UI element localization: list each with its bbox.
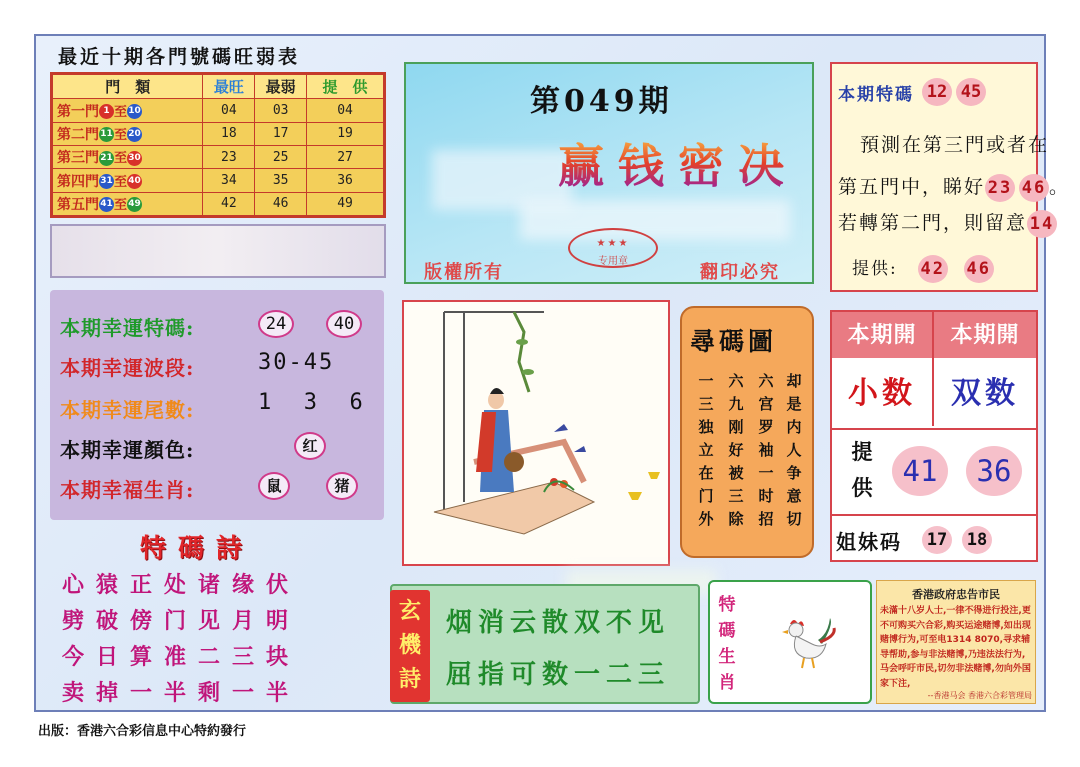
search-col: 六 宫 罗 袖 一 时 招 <box>758 372 774 528</box>
gate-cell <box>53 146 203 169</box>
open-provide-label: 提 供 <box>851 439 873 500</box>
lucky-tail-value: 1 3 6 <box>258 390 365 415</box>
table-row <box>53 192 384 215</box>
copyright-label: 版權所有 <box>424 262 504 283</box>
cold-value: 25 <box>255 146 307 169</box>
search-col: 六 九 刚 好 被 三 除 <box>728 372 744 528</box>
gate-cell <box>53 122 203 145</box>
to-label: 至 <box>114 151 128 167</box>
tema-line-2 <box>838 172 1070 202</box>
lucky-tail-label: 本期幸運尾數: <box>60 398 195 422</box>
lucky-zodiac-1: 鼠 <box>258 472 290 500</box>
hot-value: 34 <box>203 169 255 192</box>
blank-banner <box>50 224 386 278</box>
table-row <box>53 146 384 169</box>
publisher-footer: 出版：香港六合彩信息中心特約發行 <box>38 724 247 739</box>
open-value-even: 双数 <box>951 376 1019 411</box>
open-provide-ball-2: 36 <box>966 446 1022 496</box>
lucky-color-value: 红 <box>294 432 326 460</box>
gate-cell <box>53 192 203 215</box>
mystic-line-2: 屈指可数一二三 <box>446 660 671 690</box>
tema-line-1: 預測在第三門或者在 <box>860 134 1050 156</box>
lucky-color-label: 本期幸運顏色: <box>60 438 195 462</box>
hot-cold-table <box>50 72 386 218</box>
hot-value: 04 <box>203 99 255 122</box>
illustration <box>402 300 670 566</box>
col-header-category: 門 類 <box>53 75 203 99</box>
cold-value: 17 <box>255 122 307 145</box>
lucky-zodiac-2: 猪 <box>326 472 358 500</box>
to-label: 至 <box>114 174 128 190</box>
search-col: 一 三 独 立 在 门 外 <box>698 372 714 528</box>
search-chart-title: 尋碼圖 <box>690 327 778 356</box>
lucky-tema-2: 40 <box>326 310 362 338</box>
sister-ball-1: 17 <box>922 526 952 554</box>
sister-ball-2: 18 <box>962 526 992 554</box>
to-label: 至 <box>114 104 128 120</box>
open-value-small: 小数 <box>848 376 916 411</box>
mystic-poem-label: 玄 機 詩 <box>390 590 430 702</box>
ball-from: 31 <box>99 174 114 189</box>
zodiac-label: 特 碼 生 肖 <box>718 595 736 693</box>
advisory-sign: --香港马会 香港六合彩管理局 <box>927 691 1032 700</box>
lucky-panel <box>50 290 384 520</box>
gate-cell <box>53 169 203 192</box>
cold-value: 46 <box>255 192 307 215</box>
ball-from: 21 <box>99 151 114 166</box>
hot-value: 42 <box>203 192 255 215</box>
tip-value: 19 <box>307 122 384 145</box>
tema-ball-4: 46 <box>1019 174 1049 202</box>
tip-value: 27 <box>307 146 384 169</box>
lucky-zodiac-label: 本期幸福生肖: <box>60 478 195 502</box>
open-provide-ball-1: 41 <box>892 446 948 496</box>
divider <box>832 514 1036 516</box>
poem-block <box>62 568 362 712</box>
seal-stamp <box>568 228 658 268</box>
tip-value: 49 <box>307 192 384 215</box>
tema-provide-label: 提供: <box>852 259 898 279</box>
cold-value: 03 <box>255 99 307 122</box>
advisory-title: 香港政府忠告市民 <box>912 588 1000 601</box>
tip-value: 36 <box>307 169 384 192</box>
search-col: 却 是 内 人 争 意 切 <box>786 372 802 528</box>
table-row <box>53 169 384 192</box>
cold-value: 35 <box>255 169 307 192</box>
lucky-tema-label: 本期幸運特碼: <box>60 316 195 340</box>
poem-title: 特碼詩 <box>140 534 255 564</box>
ball-from: 41 <box>99 197 114 212</box>
divider <box>832 428 1036 430</box>
poem-line: 卖掉一半剩一半 <box>62 680 301 706</box>
ball-from: 11 <box>99 127 114 142</box>
gate-label: 第三門 <box>57 150 99 167</box>
tema-ball-1: 12 <box>922 78 952 106</box>
to-label: 至 <box>114 127 128 143</box>
poem-line: 今日算准二三块 <box>62 644 301 670</box>
tema-line-2-text: 第五門中，睇好 <box>838 176 986 198</box>
ball-to: 10 <box>127 104 142 119</box>
gate-label: 第四門 <box>57 173 99 190</box>
open-header-1: 本期開 <box>832 312 932 358</box>
poem-line: 劈破傍门见月明 <box>62 608 301 634</box>
seal-text: 专用章 <box>598 256 628 267</box>
lucky-band-value: 30-45 <box>258 350 335 375</box>
tema-provide-row <box>852 254 994 283</box>
gate-label: 第一門 <box>57 103 99 120</box>
issue-number: 第049期 <box>530 84 673 119</box>
no-reprint-label: 翻印必究 <box>700 262 780 283</box>
tema-ball-6: 42 <box>918 255 948 283</box>
table-title: 最近十期各門號碼旺弱表 <box>58 46 301 68</box>
ball-to: 49 <box>127 197 142 212</box>
col-header-tip: 提 供 <box>307 75 384 99</box>
hot-value: 18 <box>203 122 255 145</box>
table-header-row <box>53 75 384 99</box>
table-row <box>53 99 384 122</box>
tema-ball-7: 46 <box>964 255 994 283</box>
tema-ball-3: 23 <box>985 174 1015 202</box>
tema-line-3-text: 若轉第二門，則留意 <box>838 212 1028 234</box>
rooster-icon <box>776 614 838 674</box>
tema-line-2-end: 。 <box>1049 176 1071 198</box>
tema-label: 本期特碼 <box>838 85 914 105</box>
table-row <box>53 122 384 145</box>
poem-line: 心猿正处诸缘伏 <box>62 572 301 598</box>
lucky-band-label: 本期幸運波段: <box>60 356 195 380</box>
illustration-scene-icon <box>404 302 668 564</box>
slogan: 赢钱密决 <box>558 130 798 196</box>
advisory-text: 未滿十八岁人士,一律不得进行投注,更不可购买六合彩,购买运途赌博,如出现赌博行为,可至电1314 8070,寻求辅导帮助,参与非法赌博,乃违法法行为,马会呼吁市民,切勿非法赌博,勿向外国家下注, <box>880 606 1031 689</box>
mystic-line-1: 烟消云散双不见 <box>446 608 671 638</box>
ball-to: 40 <box>127 174 142 189</box>
tema-line-3 <box>838 208 1057 238</box>
ball-to: 20 <box>127 127 142 142</box>
ball-to: 30 <box>127 151 142 166</box>
gate-label: 第五門 <box>57 196 99 213</box>
gate-label: 第二門 <box>57 126 99 143</box>
lucky-tema-1: 24 <box>258 310 294 338</box>
seal-stars: ★★★ <box>596 238 630 249</box>
hot-value: 23 <box>203 146 255 169</box>
to-label: 至 <box>114 197 128 213</box>
open-header-2: 本期開 <box>934 312 1036 358</box>
sister-label: 姐妹码 <box>836 530 902 554</box>
col-header-cold: 最弱 <box>255 75 307 99</box>
tip-value: 04 <box>307 99 384 122</box>
tema-ball-2: 45 <box>956 78 986 106</box>
tema-ball-5: 14 <box>1027 210 1057 238</box>
gate-cell <box>53 99 203 122</box>
blur-mask <box>520 200 790 240</box>
col-header-hot: 最旺 <box>203 75 255 99</box>
ball-from: 1 <box>99 104 114 119</box>
